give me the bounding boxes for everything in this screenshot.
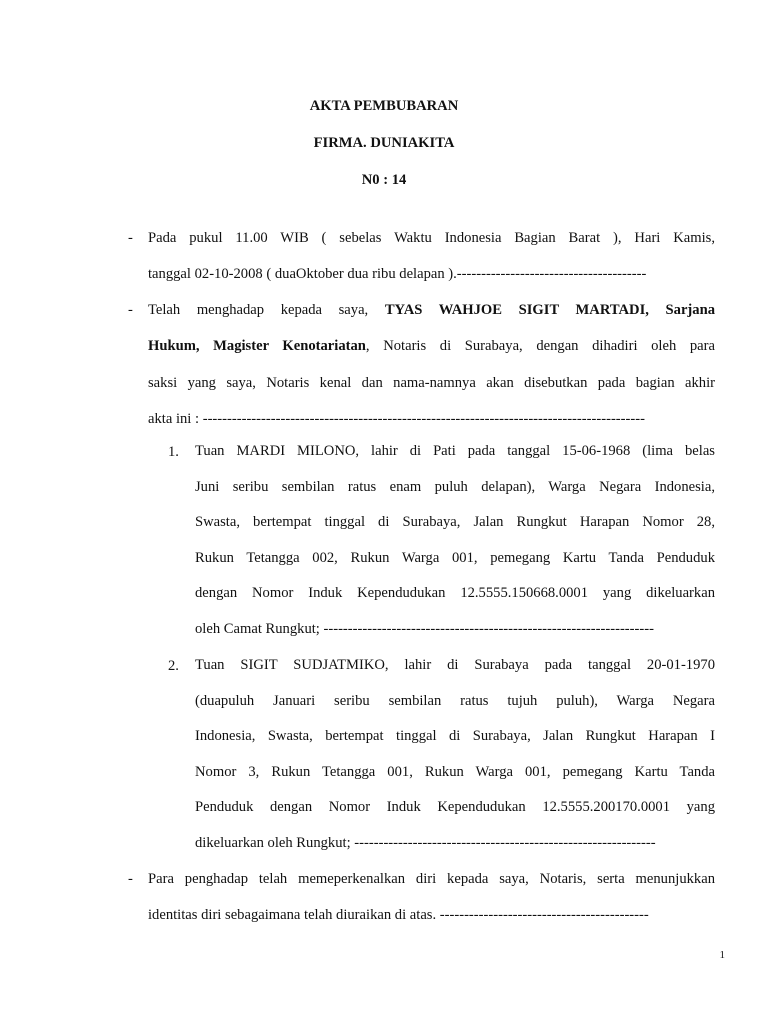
list-item-person-2 [195, 648, 715, 862]
text-line: saksi yang saya, Notaris kenal dan nama-namnya akan disebutkan pada bagian akhir [148, 374, 715, 391]
text-line: Swasta, bertempat tinggal di Surabaya, Jalan Rungkut Harapan Nomor 28, [195, 514, 715, 531]
deed-number: N0 : 14 [361, 172, 407, 188]
firm-name: FIRMA. DUNIAKITA [313, 135, 455, 151]
paragraph-time-date [148, 220, 715, 293]
text-line: dengan Nomor Induk Kependudukan 12.5555.150668.0001 yang dikeluarkan [195, 585, 715, 602]
text-line: identitas diri sebagaimana telah diuraikan di atas. ------------------------------------------- [148, 907, 649, 924]
text-line: Rukun Tetangga 002, Rukun Warga 001, pemegang Kartu Tanda Penduduk [195, 549, 715, 566]
page-number: 1 [719, 949, 725, 961]
bullet-dash: - [128, 871, 133, 887]
text-line: Penduduk dengan Nomor Induk Kependudukan 12.5555.200170.0001 yang [195, 799, 715, 816]
notary-title: Hukum, Magister Kenotariatan [148, 338, 366, 355]
text-line: Juni seribu sembilan ratus enam puluh delapan), Warga Negara Indonesia, [195, 478, 715, 495]
list-number: 1. [168, 444, 179, 460]
text-line: Nomor 3, Rukun Tetangga 001, Rukun Warga 001, pemegang Kartu Tanda [195, 763, 715, 780]
text-line: Pada pukul 11.00 WIB ( sebelas Waktu Indonesia Bagian Barat ), Hari Kamis, [148, 230, 715, 246]
bullet-dash: - [128, 302, 133, 318]
text-line: Tuan MARDI MILONO, lahir di Pati pada tanggal 15-06-1968 (lima belas [195, 443, 715, 459]
paragraph-identification [148, 861, 715, 934]
bullet-dash: - [128, 230, 133, 246]
text-line [148, 292, 715, 328]
text-line: Para penghadap telah memeperkenalkan diri kepada saya, Notaris, serta menunjukkan [148, 871, 715, 887]
text-line [148, 328, 715, 364]
text-segment: Telah menghadap kepada saya, [148, 302, 385, 318]
text-line: dikeluarkan oleh Rungkut; -------------------------------------------------------------- [195, 834, 656, 851]
text-line: (duapuluh Januari seribu sembilan ratus tujuh puluh), Warga Negara [195, 692, 715, 709]
list-number: 2. [168, 658, 179, 674]
document-title: AKTA PEMBUBARAN [309, 98, 459, 114]
text-line: Tuan SIGIT SUDJATMIKO, lahir di Surabaya pada tanggal 20-01-1970 [195, 657, 715, 673]
text-segment: , Notaris di Surabaya, dengan dihadiri oleh para [365, 338, 715, 355]
list-item-person-1 [195, 434, 715, 648]
text-line: tanggal 02-10-2008 ( duaOktober dua ribu delapan ).--------------------------------------- [148, 266, 647, 283]
text-line: Indonesia, Swasta, bertempat tinggal di Surabaya, Jalan Rungkut Harapan I [195, 728, 715, 745]
text-line: akta ini : ------------------------------------------------------------------------------------------- [148, 410, 645, 427]
text-line: oleh Camat Rungkut; -------------------------------------------------------------------- [195, 620, 654, 637]
notary-name: TYAS WAHJOE SIGIT MARTADI, Sarjana [384, 302, 715, 318]
paragraph-notary [148, 292, 715, 437]
